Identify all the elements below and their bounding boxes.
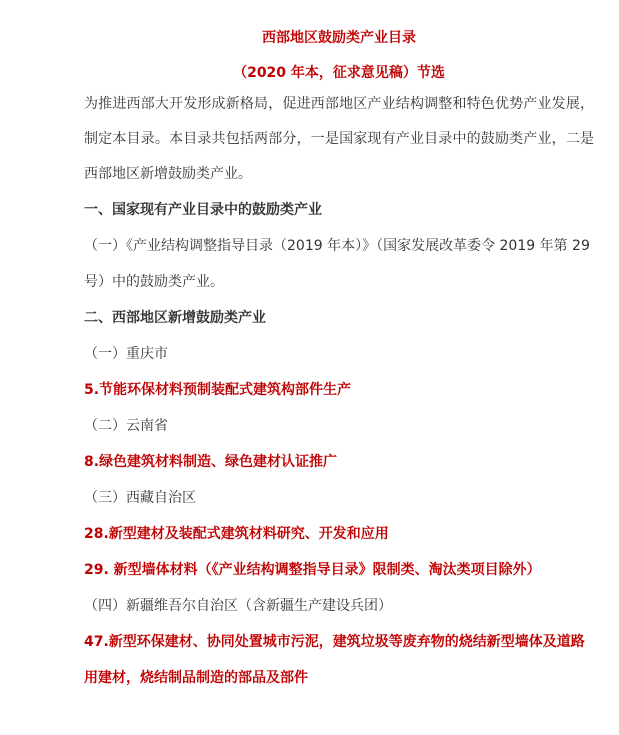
document-title: 西部地区鼓励类产业目录 xyxy=(262,30,416,46)
region-chongqing: （一）重庆市 xyxy=(84,346,168,362)
section2-heading: 二、西部地区新增鼓励类产业 xyxy=(84,310,266,326)
section1-heading: 一、国家现有产业目录中的鼓励类产业 xyxy=(84,202,322,218)
item-tibet-29: 29. 新型墙体材料（《产业结构调整指导目录》限制类、淘汰类项目除外） xyxy=(84,562,541,578)
region-tibet: （三）西藏自治区 xyxy=(84,490,196,506)
region-yunnan: （二）云南省 xyxy=(84,418,168,434)
section1-text: （一）《产业结构调整指导目录（2019 年本）》（国家发展改革委令 2019 年第 29 号）中的鼓励类产业。 xyxy=(84,238,590,290)
item-chongqing: 5.节能环保材料预制装配式建筑构部件生产 xyxy=(84,382,352,398)
item-yunnan: 8.绿色建筑材料制造、绿色建材认证推广 xyxy=(84,454,338,470)
item-xinjiang-47: 47.新型环保建材、协同处置城市污泥，建筑垃圾等废弃物的烧结新型墙体及道路用建材，烧结制品制造的部品及部件 xyxy=(84,634,585,686)
region-xinjiang: （四）新疆维吾尔自治区（含新疆生产建设兵团） xyxy=(84,598,392,614)
intro-paragraph: 为推进西部大开发形成新格局，促进西部地区产业结构调整和特色优势产业发展，制定本目录。本目录共包括两部分，一是国家现有产业目录中的鼓励类产业，二是西部地区新增鼓励类产业。 xyxy=(84,96,594,182)
document-body xyxy=(84,28,594,696)
item-tibet-28: 28.新型建材及装配式建筑材料研究、开发和应用 xyxy=(84,526,389,542)
document-subtitle: （2020 年本，征求意见稿）节选 xyxy=(233,65,445,81)
